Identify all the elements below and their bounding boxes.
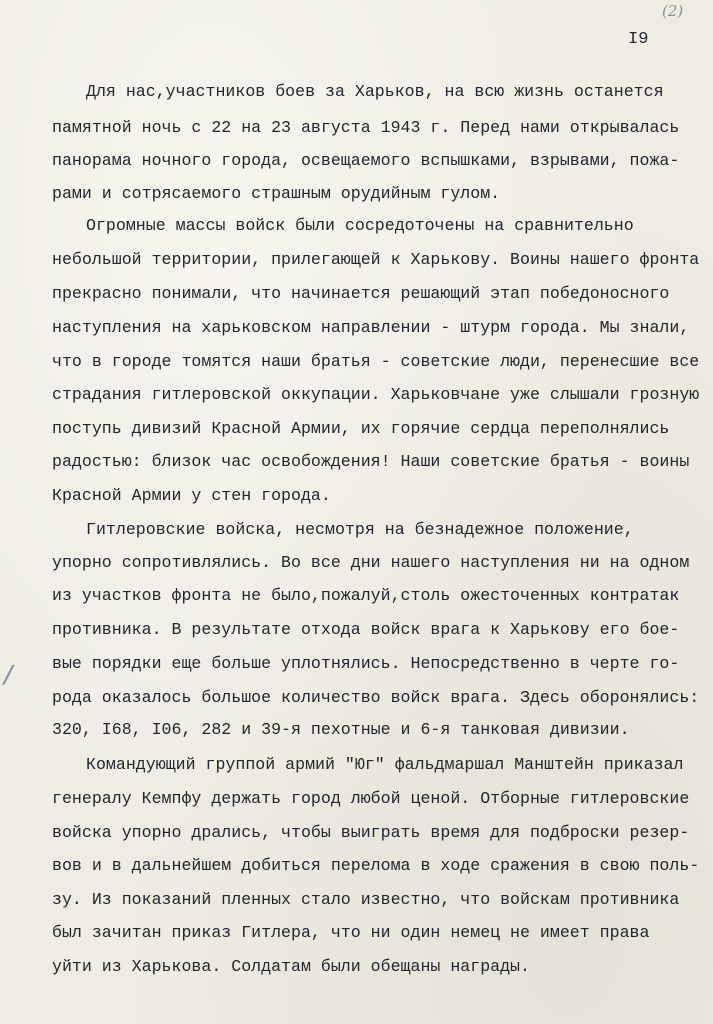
text-line: вые порядки еще больше уплотнялись. Непосредственно в черте го- [52, 654, 680, 673]
text-line: Огромные массы войск были сосредоточены на сравнительно [86, 216, 634, 235]
text-line: был зачитан приказ Гитлера, что ни один немец не имеет права [52, 923, 650, 942]
text-line: 320, I68, I06, 282 и 39-я пехотные и 6-я танковая дивизии. [52, 720, 630, 739]
text-line: упорно сопротивлялись. Во все дни нашего наступления ни на одном [52, 553, 690, 572]
text-line: наступления на харьковском направлении - штурм города. Мы знали, [52, 318, 690, 337]
text-line: зу. Из показаний пленных стало известно, что войскам противника [52, 890, 680, 909]
text-line: Для нас,участников боев за Харьков, на всю жизнь останется [86, 82, 664, 101]
text-line: Красной Армии у стен города. [52, 486, 331, 505]
text-line: противника. В результате отхода войск врага к Харькову его бое- [52, 620, 680, 639]
text-line: панорама ночного города, освещаемого вспышками, взрывами, пожа- [52, 151, 680, 170]
text-line: войска упорно дрались, чтобы выиграть время для подброски резер- [52, 823, 690, 842]
text-line: памятной ночь с 22 на 23 августа 1943 г. Перед нами открывалась [52, 118, 680, 137]
text-line: из участков фронта не было,пожалуй,столь ожесточенных контратак [52, 586, 680, 605]
text-line: поступь дивизий Красной Армии, их горячие сердца переполнялись [52, 419, 670, 438]
text-line: вов и в дальнейшем добиться перелома в ходе сражения в свою поль- [52, 856, 700, 875]
page-number: I9 [628, 30, 649, 49]
corner-annotation: (2) [662, 2, 684, 20]
text-line: небольшой территории, прилегающей к Харькову. Воины нашего фронта [52, 250, 700, 269]
text-line: Гитлеровские войска, несмотря на безнадежное положение, [86, 520, 634, 539]
text-line: страдания гитлеровской оккупации. Харьковчане уже слышали грозную [52, 385, 700, 404]
text-line: прекрасно понимали, что начинается решающий этап победоносного [52, 284, 670, 303]
text-line: рами и сотрясаемого страшным орудийным гулом. [52, 184, 501, 203]
text-line: радостью: близок час освобождения! Наши советские братья - воины [52, 452, 690, 471]
text-line: Командующий группой армий "Юг" фальдмаршал Манштейн приказал [86, 755, 684, 774]
margin-annotation: / [1, 659, 16, 691]
text-line: рода оказалось большое количество войск врага. Здесь оборонялись: [52, 688, 700, 707]
text-line: генералу Кемпфу держать город любой ценой. Отборные гитлеровские [52, 789, 690, 808]
text-line: уйти из Харькова. Солдатам были обещаны награды. [52, 957, 530, 976]
text-line: что в городе томятся наши братья - советские люди, перенесшие все [52, 352, 700, 371]
